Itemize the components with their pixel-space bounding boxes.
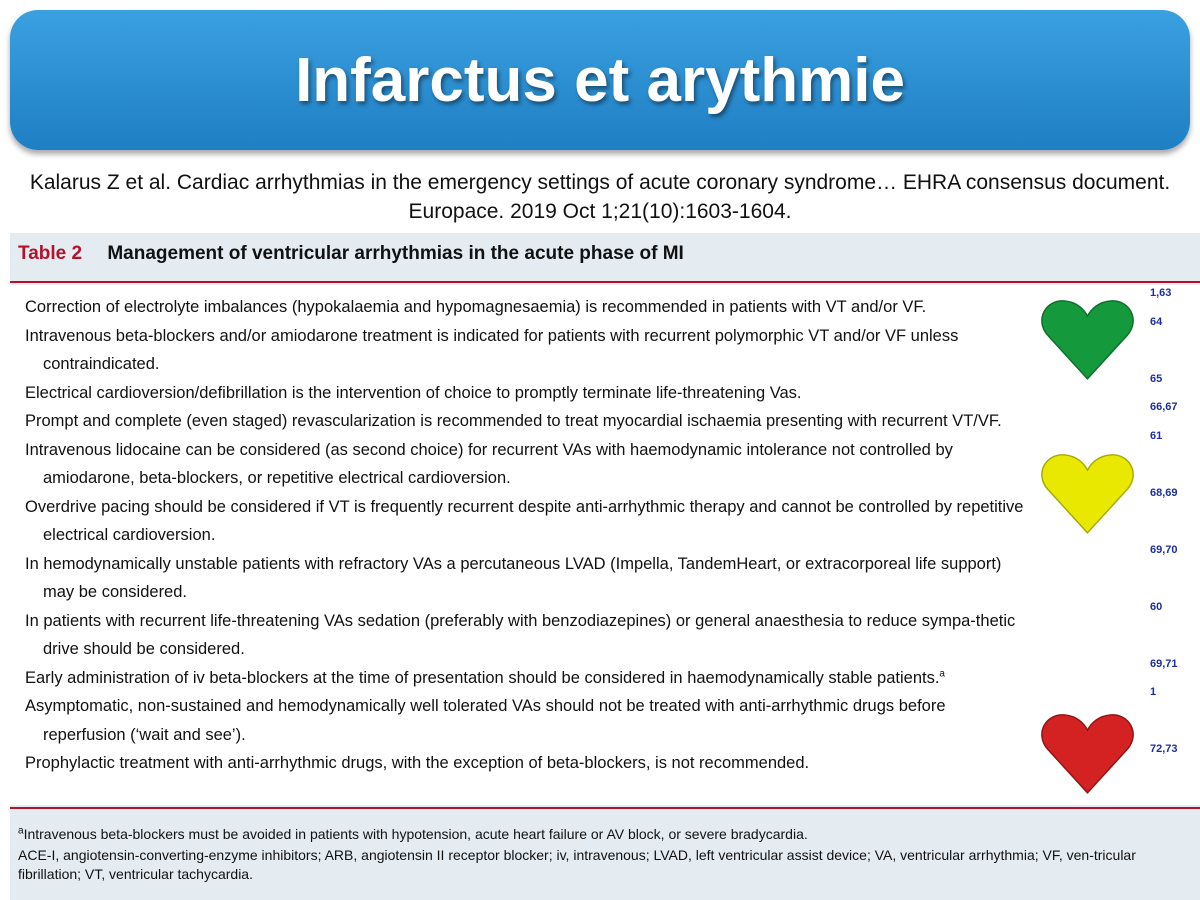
reference-number: 72,73 bbox=[1150, 743, 1178, 755]
recommendation-text: Intravenous beta-blockers and/or amiodarone treatment is indicated for patients with recurrent polymorphic VT and/or VF unless contraindicated. bbox=[25, 326, 959, 373]
citation: Kalarus Z et al. Cardiac arrhythmias in the emergency settings of acute coronary syndrome… EHRA consensus document. Europace. 2019 Oct 1;21(10):1603-1604. bbox=[29, 171, 1171, 223]
recommendation-text: Electrical cardioversion/defibrillation is the intervention of choice to promptly terminate life-threatening Vas. bbox=[25, 383, 802, 402]
recommendation-row bbox=[25, 550, 1025, 607]
recommendation-text: Correction of electrolyte imbalances (hypokalaemia and hypomagnesaemia) is recommended in patients with VT and/or VF. bbox=[25, 298, 927, 316]
slide-title: Infarctus et arythmie bbox=[295, 45, 905, 115]
reference-number: 1 bbox=[1150, 686, 1157, 698]
recommendation-row bbox=[25, 407, 1025, 436]
footnote-text: Intravenous beta-blockers must be avoided in patients with hypotension, acute heart failure or AV block, or severe bradycardia. bbox=[23, 826, 808, 842]
footnote-marker: a bbox=[18, 825, 24, 837]
reference-number: 69,71 bbox=[1150, 658, 1178, 670]
recommendation-text: Overdrive pacing should be considered if VT is frequently recurrent despite anti-arrhythmic therapy and cannot be controlled by repetitive electrical cardioversion. bbox=[25, 497, 1024, 544]
reference-number: 64 bbox=[1150, 316, 1163, 328]
recommendation-row bbox=[25, 749, 1025, 778]
recommendation-row bbox=[25, 293, 1025, 322]
footnote-marker: a bbox=[939, 668, 945, 679]
reference-number: 60 bbox=[1150, 601, 1163, 613]
red-heart-icon bbox=[1040, 707, 1135, 797]
table-footnotes bbox=[18, 825, 1193, 886]
table-caption bbox=[18, 243, 684, 265]
reference-number: 61 bbox=[1150, 430, 1163, 442]
green-heart-icon bbox=[1040, 293, 1135, 383]
recommendation-text: Prompt and complete (even staged) revascularization is recommended to treat myocardial ischaemia presenting with recurrent VT/VF. bbox=[25, 412, 1002, 430]
table-bottom-rule bbox=[10, 807, 1200, 809]
title-banner bbox=[10, 10, 1190, 150]
recommendation-text: Asymptomatic, non-sustained and hemodynamically well tolerated VAs should not be treated with anti-arrhythmic drugs before reperfusion (‘wait and see’). bbox=[25, 697, 946, 744]
reference-number: 66,67 bbox=[1150, 401, 1178, 413]
abbreviations: ACE-I, angiotensin-converting-enzyme inhibitors; ARB, angiotensin II receptor blocker; iv, intravenous; LVAD, left ventricular assist device; VA, ventricular arrhythmia; VF, ven-tricular fibrillation; VT, ventricular tachycardia. bbox=[18, 847, 1136, 882]
red-heart-shape bbox=[1042, 715, 1133, 793]
yellow-heart-icon bbox=[1040, 447, 1135, 537]
table-label: Table 2 bbox=[18, 243, 83, 264]
recommendation-row bbox=[25, 664, 1025, 693]
recommendation-row bbox=[25, 692, 1025, 749]
yellow-heart-shape bbox=[1042, 455, 1133, 533]
table-top-rule bbox=[10, 281, 1200, 283]
table-body bbox=[10, 285, 1200, 805]
footnote-a bbox=[18, 825, 1193, 844]
table-panel bbox=[10, 233, 1200, 900]
reference-number: 68,69 bbox=[1150, 487, 1178, 499]
recommendation-text: In hemodynamically unstable patients with refractory VAs a percutaneous LVAD (Impella, TandemHeart, or extracorporeal life support) may be considered. bbox=[25, 554, 1002, 601]
recommendation-text: Intravenous lidocaine can be considered (as second choice) for recurrent VAs with haemodynamic intolerance not controlled by amiodarone, beta-blockers, or repetitive electrical cardioversion. bbox=[25, 440, 953, 487]
reference-number: 65 bbox=[1150, 373, 1163, 385]
recommendation-text: Prophylactic treatment with anti-arrhythmic drugs, with the exception of beta-blockers, is not recommended. bbox=[25, 754, 810, 772]
recommendation-row bbox=[25, 493, 1025, 550]
recommendation-row bbox=[25, 436, 1025, 493]
recommendation-row bbox=[25, 379, 1025, 408]
recommendation-text: Early administration of iv beta-blockers at the time of presentation should be considered in haemodynamically stable patients. bbox=[25, 668, 940, 687]
reference-number: 69,70 bbox=[1150, 544, 1178, 556]
recommendation-text: In patients with recurrent life-threatening VAs sedation (preferably with benzodiazepines) or general anaesthesia to reduce sympa-thetic drive should be considered. bbox=[25, 611, 1016, 658]
recommendation-row bbox=[25, 322, 1025, 379]
reference-number: 1,63 bbox=[1150, 287, 1172, 299]
recommendation-row bbox=[25, 607, 1025, 664]
green-heart-shape bbox=[1042, 301, 1133, 379]
table-title: Management of ventricular arrhythmias in the acute phase of MI bbox=[107, 243, 684, 264]
recommendation-list bbox=[25, 293, 1025, 778]
